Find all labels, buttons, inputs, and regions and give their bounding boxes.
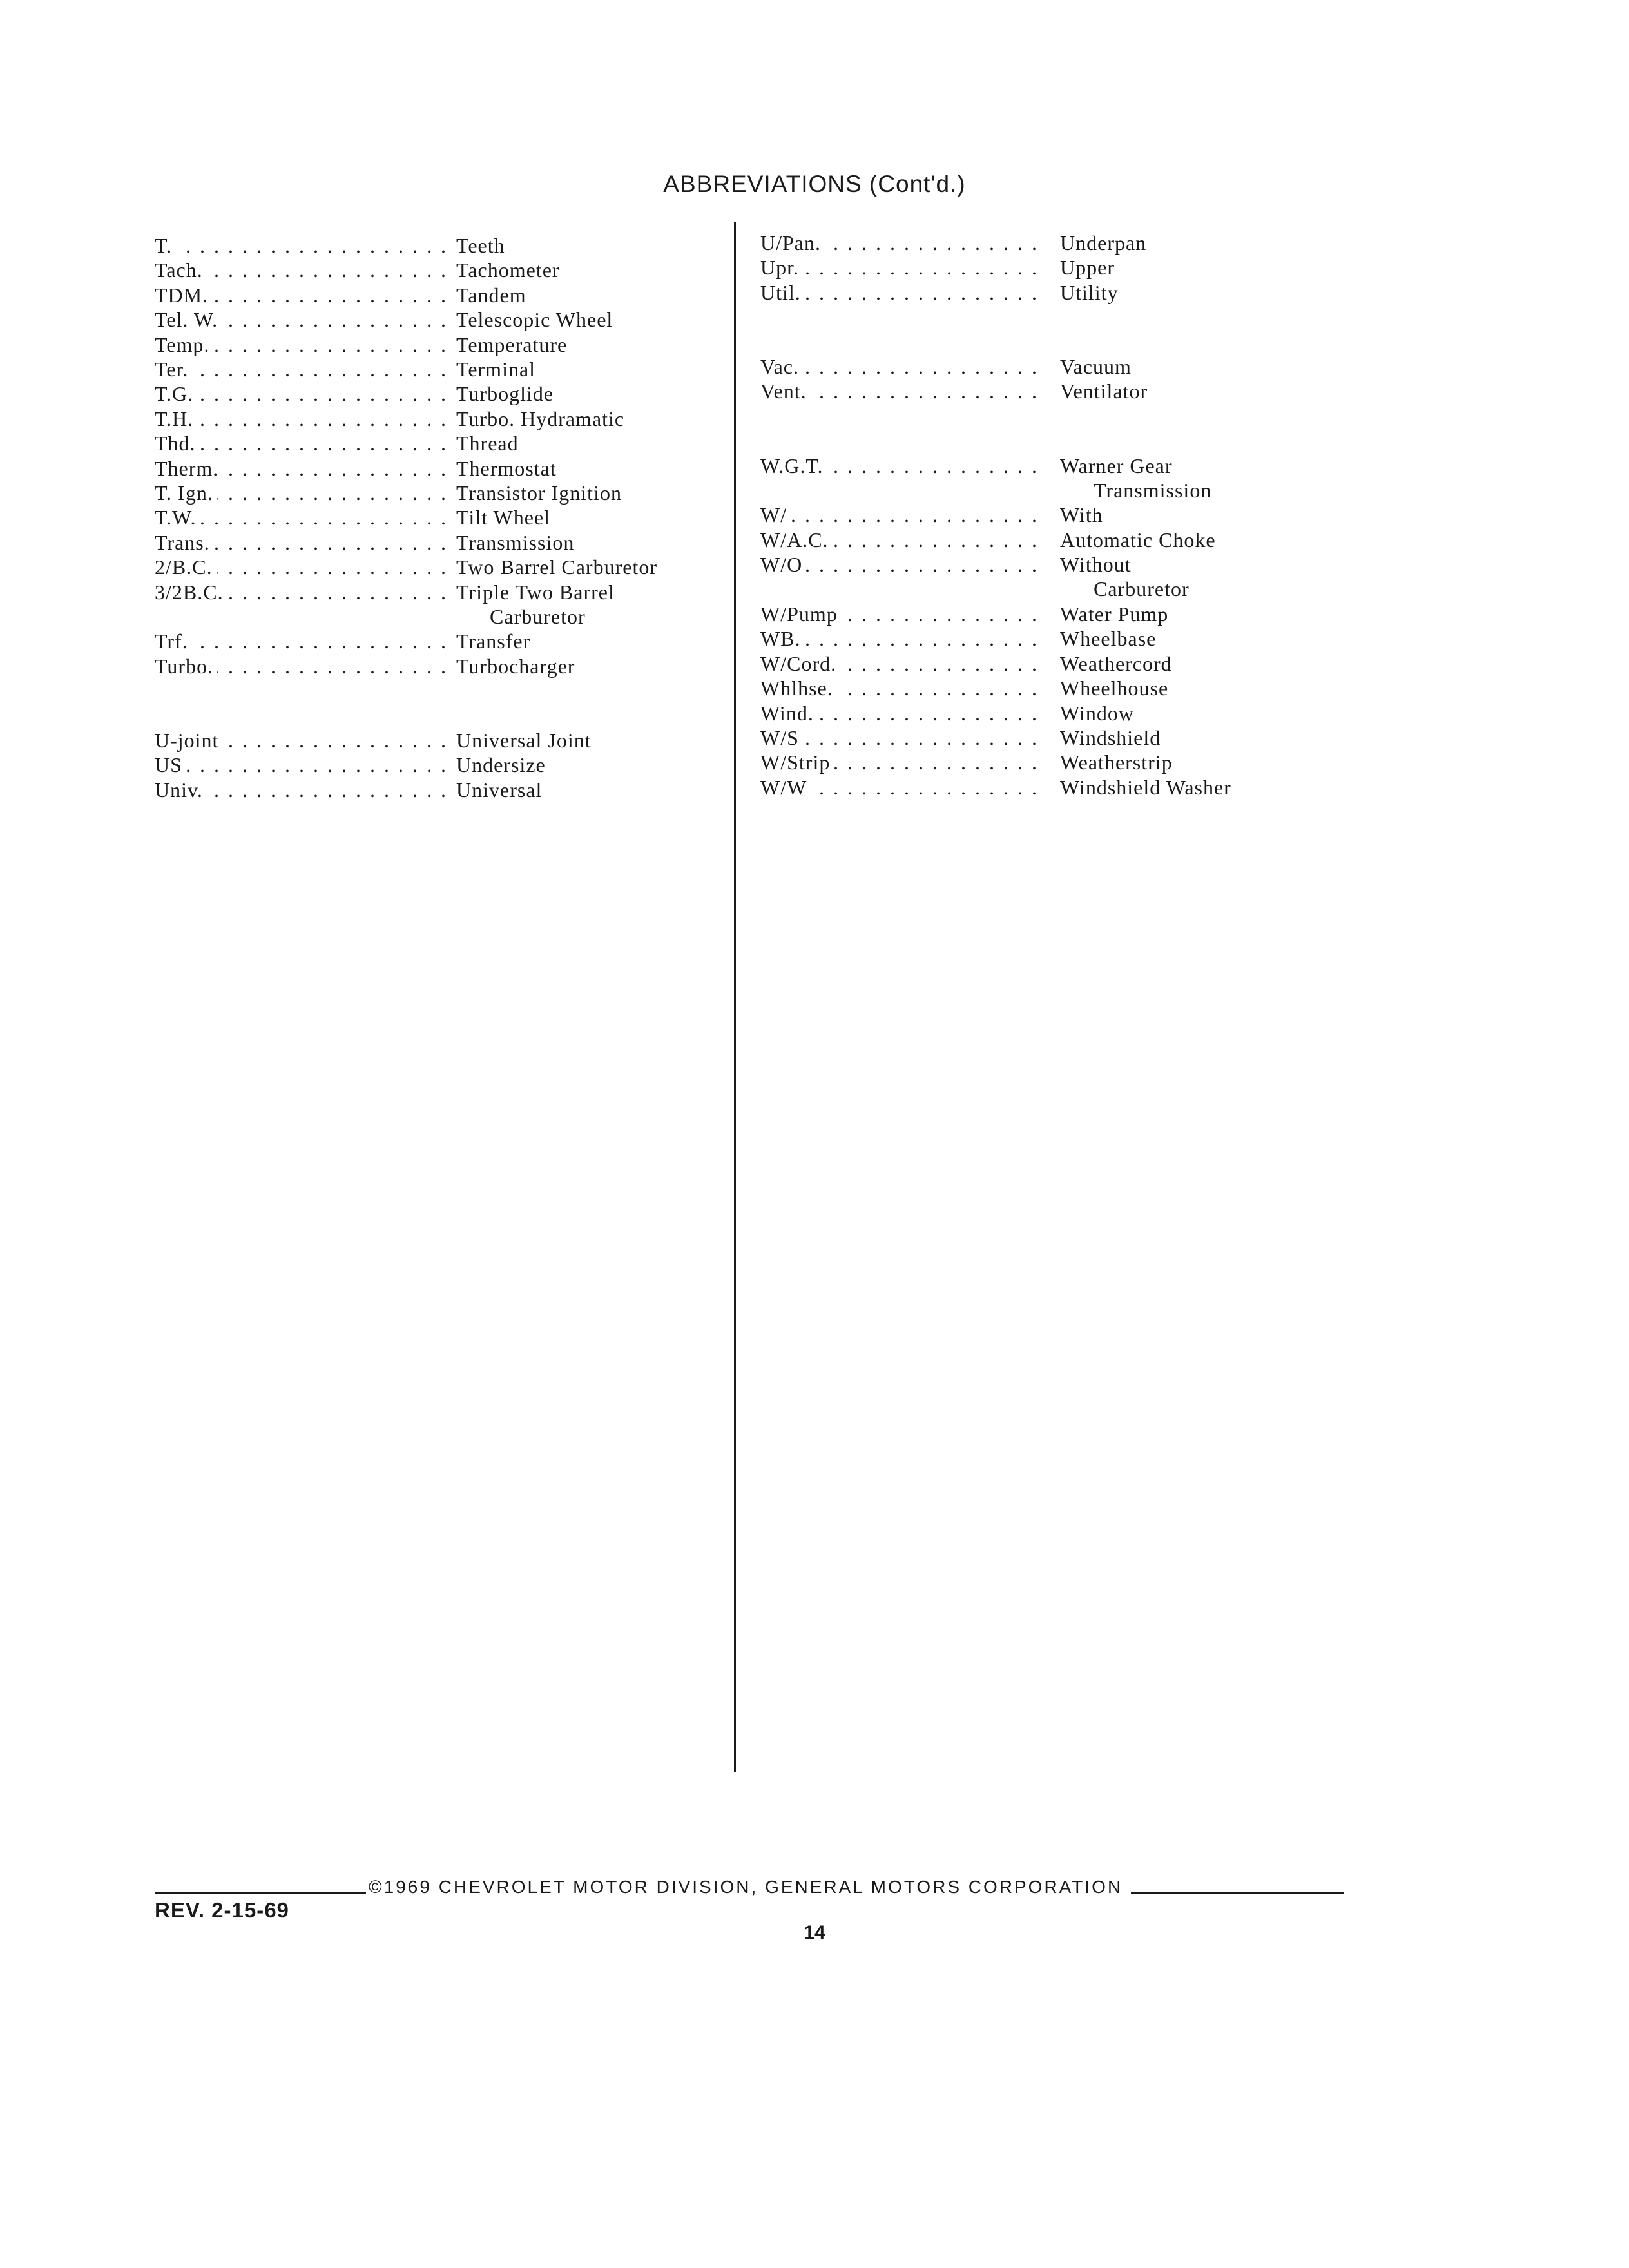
abbreviation-text: Therm. bbox=[155, 457, 222, 480]
abbreviation-text: 2/B.C. bbox=[155, 555, 217, 579]
abbreviation-text: W/A.C. bbox=[760, 528, 833, 552]
abbreviation-meaning: Tachometer bbox=[456, 258, 560, 282]
page-title: ABBREVIATIONS (Cont'd.) bbox=[663, 171, 966, 197]
abbreviation-term bbox=[155, 654, 448, 678]
abbreviation-meaning: Teeth bbox=[456, 234, 505, 257]
abbreviation-term bbox=[760, 454, 1039, 478]
abbreviation-term bbox=[155, 381, 448, 406]
abbreviation-meaning: Wheelbase bbox=[1060, 627, 1157, 650]
abbreviation-term bbox=[155, 778, 448, 802]
footer-rule-left bbox=[155, 1892, 374, 1894]
abbreviation-entry bbox=[760, 775, 1405, 800]
abbreviation-entry bbox=[155, 728, 799, 753]
abbreviation-text: Temp. bbox=[155, 333, 213, 356]
abbreviation-text: Univ. bbox=[155, 778, 207, 802]
abbreviation-term bbox=[155, 505, 448, 530]
abbreviation-text: T.G. bbox=[155, 382, 197, 405]
abbreviation-text: W/ bbox=[760, 503, 791, 526]
abbreviation-meaning: Transmission bbox=[456, 531, 575, 554]
abbreviation-text: T. Ign. bbox=[155, 481, 217, 505]
footer-rule-right bbox=[1131, 1892, 1344, 1894]
abbreviation-text: Vent. bbox=[760, 380, 811, 403]
abbreviation-meaning: Temperature bbox=[456, 333, 568, 356]
abbreviation-meaning: Windshield bbox=[1060, 726, 1161, 749]
abbreviation-term bbox=[760, 602, 1039, 626]
abbreviation-term bbox=[760, 552, 1039, 577]
abbreviation-entry bbox=[760, 676, 1405, 700]
abbreviation-term bbox=[760, 528, 1039, 552]
abbreviation-meaning: Without bbox=[1060, 553, 1132, 576]
abbreviation-entry bbox=[155, 431, 799, 456]
abbreviation-meaning: Terminal bbox=[456, 358, 536, 381]
abbreviation-text: T.W. bbox=[155, 506, 200, 529]
abbreviation-meaning: Universal Joint bbox=[456, 729, 592, 752]
abbreviation-meaning-continued: Carburetor bbox=[1094, 577, 1190, 601]
abbreviation-term bbox=[760, 503, 1039, 527]
abbreviation-entry bbox=[760, 528, 1405, 552]
abbreviation-entry bbox=[760, 354, 1405, 379]
abbreviation-term bbox=[760, 701, 1039, 726]
abbreviation-meaning: With bbox=[1060, 503, 1103, 526]
abbreviation-term bbox=[155, 728, 448, 753]
abbreviation-text: 3/2B.C. bbox=[155, 581, 227, 604]
abbreviation-entry bbox=[155, 332, 799, 357]
abbreviation-term bbox=[155, 580, 448, 604]
abbreviation-text: TDM. bbox=[155, 284, 212, 307]
abbreviation-meaning: Transistor Ignition bbox=[456, 481, 622, 505]
abbreviation-entry bbox=[760, 552, 1405, 601]
abbreviation-entry bbox=[760, 701, 1405, 726]
abbreviation-meaning: Utility bbox=[1060, 281, 1119, 304]
abbreviation-text: T.H. bbox=[155, 407, 197, 430]
abbreviation-text: Thd. bbox=[155, 432, 200, 455]
abbreviation-entry bbox=[155, 530, 799, 555]
abbreviation-entry bbox=[155, 629, 799, 653]
abbreviation-meaning: Tandem bbox=[456, 284, 526, 307]
abbreviation-entry bbox=[155, 307, 799, 332]
copyright-notice: ©1969 CHEVROLET MOTOR DIVISION, GENERAL MOTORS CORPORATION bbox=[366, 1877, 1125, 1898]
abbreviation-meaning: Turboglide bbox=[456, 382, 554, 405]
abbreviation-term bbox=[760, 379, 1039, 403]
abbreviation-term bbox=[760, 651, 1039, 676]
abbreviation-term bbox=[155, 407, 448, 431]
abbreviation-term bbox=[155, 307, 448, 332]
abbreviation-meaning: Vacuum bbox=[1060, 355, 1132, 378]
abbreviation-entry bbox=[155, 555, 799, 579]
abbreviation-entry bbox=[155, 233, 799, 258]
abbreviation-entry bbox=[155, 505, 799, 530]
abbreviation-term bbox=[155, 258, 448, 282]
abbreviation-meaning: Windshield Washer bbox=[1060, 776, 1231, 799]
abbreviation-term bbox=[155, 555, 448, 579]
abbreviation-entry bbox=[760, 651, 1405, 676]
abbreviation-entry bbox=[760, 750, 1405, 774]
abbreviation-term bbox=[760, 231, 1039, 255]
abbreviation-meaning-continued: Transmission bbox=[1094, 479, 1212, 502]
abbreviation-meaning: Window bbox=[1060, 702, 1134, 725]
abbreviation-text: U/Pan. bbox=[760, 231, 825, 255]
abbreviation-text: W/S bbox=[760, 726, 803, 749]
abbreviation-text: U-joint bbox=[155, 729, 222, 752]
abbreviation-text: Trans. bbox=[155, 531, 214, 554]
abbreviation-text: W/Cord. bbox=[760, 652, 840, 675]
abbreviation-entry bbox=[760, 280, 1405, 305]
abbreviation-meaning: Transfer bbox=[456, 629, 531, 653]
abbreviation-meaning: Wheelhouse bbox=[1060, 677, 1169, 700]
abbreviation-term bbox=[155, 357, 448, 381]
abbreviation-term bbox=[760, 255, 1039, 280]
abbreviation-meaning: Weatherstrip bbox=[1060, 751, 1173, 774]
abbreviation-term bbox=[155, 456, 448, 481]
abbreviation-meaning: Turbocharger bbox=[456, 655, 575, 678]
abbreviation-text: W/Strip bbox=[760, 751, 834, 774]
abbreviation-text: WB. bbox=[760, 627, 805, 650]
abbreviation-term bbox=[155, 753, 448, 777]
abbreviation-entry bbox=[155, 456, 799, 481]
abbreviation-term bbox=[760, 626, 1039, 651]
abbreviation-text: W.G.T. bbox=[760, 454, 827, 477]
abbreviation-entry bbox=[760, 503, 1405, 527]
abbreviation-entry bbox=[155, 283, 799, 307]
abbreviation-term bbox=[155, 283, 448, 307]
abbreviation-meaning: Upper bbox=[1060, 256, 1115, 279]
abbreviation-term bbox=[760, 676, 1039, 700]
abbreviation-meaning: Tilt Wheel bbox=[456, 506, 551, 529]
abbreviation-text: W/O bbox=[760, 553, 806, 576]
page-number: 14 bbox=[804, 1922, 825, 1943]
abbreviation-entry bbox=[155, 778, 799, 802]
abbreviation-term bbox=[155, 481, 448, 505]
abbreviation-entry bbox=[155, 654, 799, 678]
abbreviation-meaning: Turbo. Hydramatic bbox=[456, 407, 625, 430]
abbreviation-term bbox=[155, 332, 448, 357]
abbreviation-entry bbox=[155, 753, 799, 777]
abbreviation-meaning: Automatic Choke bbox=[1060, 528, 1216, 552]
abbreviation-meaning: Underpan bbox=[1060, 231, 1147, 255]
abbreviation-term bbox=[760, 280, 1039, 305]
abbreviation-entry bbox=[760, 231, 1405, 255]
abbreviation-meaning: Thermostat bbox=[456, 457, 557, 480]
abbreviation-entry bbox=[155, 407, 799, 431]
abbreviation-text: Upr. bbox=[760, 256, 803, 279]
abbreviation-meaning: Ventilator bbox=[1060, 380, 1148, 403]
abbreviation-entry bbox=[155, 381, 799, 406]
abbreviation-term bbox=[155, 431, 448, 456]
abbreviation-entry bbox=[760, 626, 1405, 651]
abbreviation-text: Ter. bbox=[155, 358, 192, 381]
abbreviation-text: Tach. bbox=[155, 258, 207, 282]
abbreviation-text: Whlhse. bbox=[760, 677, 837, 700]
abbreviation-meaning: Water Pump bbox=[1060, 602, 1169, 626]
abbreviation-term bbox=[760, 775, 1039, 800]
abbreviation-text: W/Pump bbox=[760, 602, 842, 626]
abbreviation-meaning: Weathercord bbox=[1060, 652, 1172, 675]
abbreviation-entry bbox=[760, 602, 1405, 626]
abbreviation-text: W/W bbox=[760, 776, 811, 799]
abbreviation-entry bbox=[155, 357, 799, 381]
abbreviation-entry bbox=[760, 379, 1405, 403]
abbreviation-term bbox=[155, 629, 448, 653]
abbreviation-term bbox=[155, 233, 448, 258]
abbreviation-text: T. bbox=[155, 234, 176, 257]
abbreviation-meaning: Universal bbox=[456, 778, 543, 802]
abbreviation-meaning: Triple Two Barrel bbox=[456, 581, 615, 604]
abbreviation-entry bbox=[155, 258, 799, 282]
revision-date: REV. 2-15-69 bbox=[155, 1898, 289, 1922]
abbreviation-meaning: Undersize bbox=[456, 753, 546, 776]
abbreviation-meaning: Telescopic Wheel bbox=[456, 308, 613, 331]
abbreviation-entry bbox=[155, 481, 799, 505]
abbreviation-entry bbox=[760, 726, 1405, 750]
abbreviation-meaning: Warner Gear bbox=[1060, 454, 1173, 477]
abbreviation-text: Util. bbox=[760, 281, 805, 304]
abbreviation-text: Turbo. bbox=[155, 655, 217, 678]
abbreviation-term bbox=[760, 726, 1039, 750]
abbreviation-text: Trf. bbox=[155, 629, 192, 653]
abbreviation-entry bbox=[760, 255, 1405, 280]
abbreviation-meaning-continued: Carburetor bbox=[490, 605, 586, 628]
abbreviation-text: Vac. bbox=[760, 355, 803, 378]
abbreviation-term bbox=[155, 530, 448, 555]
abbreviation-meaning: Two Barrel Carburetor bbox=[456, 555, 657, 579]
abbreviation-entry bbox=[760, 454, 1405, 502]
abbreviation-term bbox=[760, 354, 1039, 379]
abbreviation-meaning: Thread bbox=[456, 432, 519, 455]
abbreviation-term bbox=[760, 750, 1039, 774]
abbreviation-text: Tel. W. bbox=[155, 308, 222, 331]
abbreviation-text: Wind. bbox=[760, 702, 818, 725]
abbreviation-text: US bbox=[155, 753, 186, 776]
